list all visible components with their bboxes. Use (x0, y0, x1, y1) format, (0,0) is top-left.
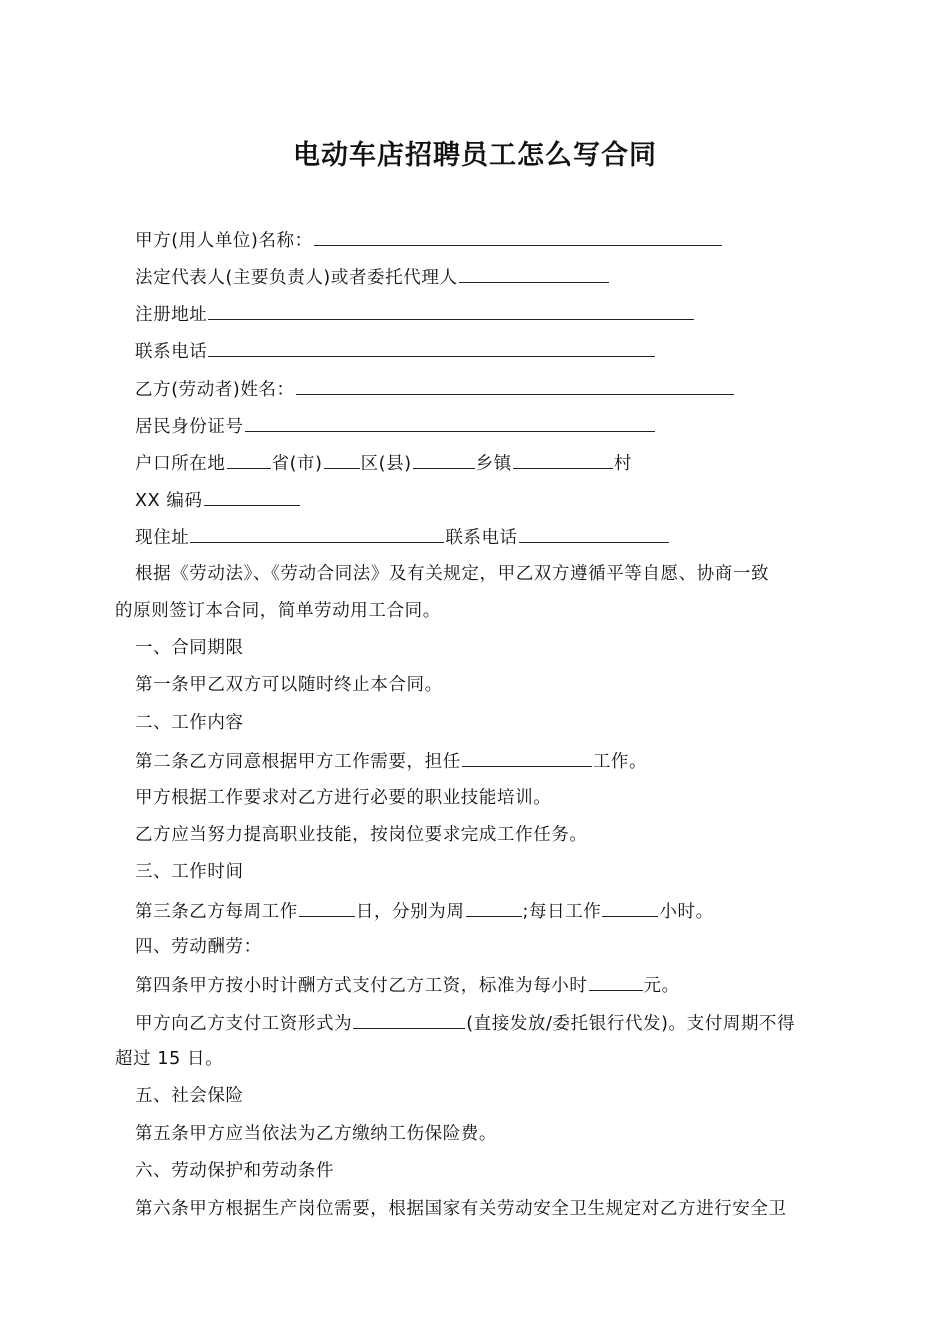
reg-address-blank[interactable] (208, 301, 694, 320)
party-a-name-label: 甲方(用人单位)名称： (135, 231, 313, 251)
party-a-name-blank[interactable] (314, 227, 722, 246)
section-heading-pay: 四、劳动酬劳： (135, 937, 262, 957)
reg-address-label: 注册地址 (135, 305, 208, 325)
article-3-text-c: ;每日工作 (522, 902, 602, 922)
legal-rep-blank[interactable] (459, 264, 609, 283)
section-heading-protection: 六、劳动保护和劳动条件 (135, 1161, 335, 1181)
id-number-blank[interactable] (245, 413, 655, 432)
household-village-blank[interactable] (513, 450, 613, 469)
id-number-line (135, 413, 656, 439)
party-a-name-line (135, 227, 723, 253)
section-heading-work: 二、工作内容 (135, 713, 244, 733)
article-3-text-b: 日，分别为周 (355, 902, 465, 922)
position-blank[interactable] (462, 748, 592, 767)
legal-rep-line (135, 264, 610, 290)
household-village-label: 村 (613, 454, 632, 474)
xx-code-blank[interactable] (204, 487, 300, 506)
article-4-text-a: 第四条甲方按小时计酬方式支付乙方工资，标准为每小时 (135, 976, 588, 996)
article-4-pay-text-a: 甲方向乙方支付工资形式为 (135, 1014, 353, 1034)
article-3-text-d: 小时。 (659, 902, 714, 922)
hours-per-day-blank[interactable] (602, 898, 658, 917)
article-5: 第五条甲方应当依法为乙方缴纳工伤保险费。 (135, 1124, 497, 1144)
household-town-blank[interactable] (413, 450, 475, 469)
party-b-name-blank[interactable] (296, 376, 734, 395)
xx-code-line (135, 487, 301, 513)
article-2-text-a: 第二条乙方同意根据甲方工作需要，担任 (135, 752, 461, 772)
section-heading-term: 一、合同期限 (135, 638, 244, 658)
section-heading-insurance: 五、社会保险 (135, 1086, 244, 1106)
pay-method-blank[interactable] (353, 1010, 465, 1029)
page-title: 电动车店招聘员工怎么写合同 (293, 140, 657, 171)
article-6: 第六条甲方根据生产岗位需要，根据国家有关劳动安全卫生规定对乙方进行安全卫 (135, 1199, 787, 1219)
article-3-line (135, 898, 714, 924)
hourly-rate-blank[interactable] (589, 972, 643, 991)
article-4-pay-text-b: (直接发放/委托银行代发)。支付周期不得 (466, 1014, 796, 1034)
current-address-blank[interactable] (190, 524, 444, 543)
contact-phone-a-blank[interactable] (208, 338, 655, 357)
party-b-name-line (135, 376, 735, 402)
household-label: 户口所在地 (135, 454, 226, 474)
legal-rep-label: 法定代表人(主要负责人)或者委托代理人 (135, 268, 458, 288)
article-4-pay-cont: 超过 15 日。 (115, 1049, 224, 1069)
preamble-line-1: 根据《劳动法》、《劳动合同法》及有关规定，甲乙双方遵循平等自愿、协商一致 (135, 564, 770, 584)
contact-phone-b-blank[interactable] (519, 524, 669, 543)
household-district-label: 区(县) (360, 454, 412, 474)
days-per-week-blank[interactable] (299, 898, 355, 917)
reg-address-line (135, 301, 695, 327)
contact-phone-a-line (135, 338, 656, 364)
article-1: 第一条甲乙双方可以随时终止本合同。 (135, 675, 443, 695)
contact-phone-a-label: 联系电话 (135, 342, 208, 362)
id-number-label: 居民身份证号 (135, 417, 244, 437)
party-b-name-label: 乙方(劳动者)姓名： (135, 380, 295, 400)
household-province-label: 省(市) (271, 454, 323, 474)
article-4-pay-line (135, 1010, 795, 1036)
article-2-line (135, 748, 647, 774)
article-2-duty: 乙方应当努力提高职业技能，按岗位要求完成工作任务。 (135, 825, 588, 845)
article-4-text-b: 元。 (643, 976, 680, 996)
article-2-text-b: 工作。 (592, 752, 648, 772)
current-address-line (135, 524, 670, 550)
current-address-label: 现住址 (135, 528, 190, 548)
household-province-blank[interactable] (227, 450, 271, 469)
household-district-blank[interactable] (324, 450, 360, 469)
section-heading-hours: 三、工作时间 (135, 862, 244, 882)
weekdays-blank[interactable] (466, 898, 522, 917)
xx-code-label: XX 编码 (135, 491, 203, 511)
preamble-line-2: 的原则签订本合同，简单劳动用工合同。 (115, 601, 441, 621)
household-town-label: 乡镇 (475, 454, 512, 474)
article-2-training: 甲方根据工作要求对乙方进行必要的职业技能培训。 (135, 788, 552, 808)
article-4-line (135, 972, 680, 998)
article-3-text-a: 第三条乙方每周工作 (135, 902, 298, 922)
household-line (135, 450, 632, 476)
contact-phone-b-label: 联系电话 (445, 528, 518, 548)
